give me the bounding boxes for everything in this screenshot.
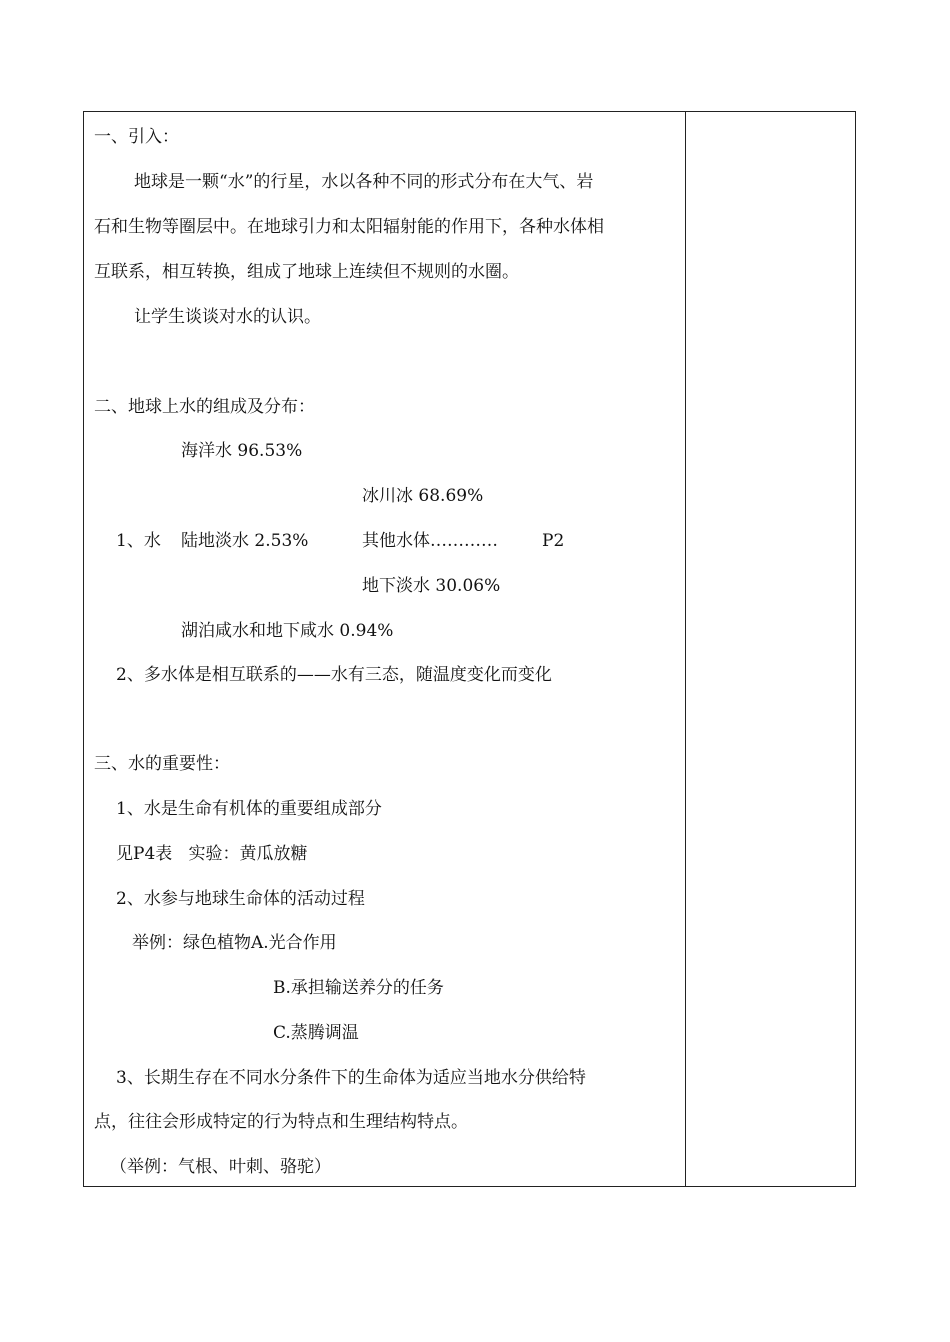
page-ref: P2 xyxy=(542,531,565,551)
section3-example: 举例：绿色植物A.光合作用 xyxy=(132,933,337,953)
other-water: 其他水体………… xyxy=(362,531,498,551)
section3-example2: （举例：气根、叶刺、骆驼） xyxy=(110,1157,331,1177)
section3-item3-line1: 3、长期生存在不同水分条件下的生命体为适应当地水分供给特 xyxy=(116,1068,586,1088)
section3-see: 见P4表 实验：黄瓜放糖 xyxy=(116,844,308,864)
section3-item3-line2: 点，往往会形成特定的行为特点和生理结构特点。 xyxy=(94,1112,468,1132)
section1-para-line2: 石和生物等圈层中。在地球引力和太阳辐射能的作用下，各种水体相 xyxy=(94,217,604,237)
section3-b: B.承担输送养分的任务 xyxy=(273,978,444,998)
section1-prompt: 让学生谈谈对水的认识。 xyxy=(134,307,321,327)
section1-para-line3: 互联系，相互转换，组成了地球上连续但不规则的水圈。 xyxy=(94,262,519,282)
section1-para-line1: 地球是一颗“水”的行星，水以各种不同的形式分布在大气、岩 xyxy=(134,172,594,192)
ocean-water: 海洋水 96.53% xyxy=(181,441,303,461)
land-fresh-water: 陆地淡水 2.53% xyxy=(181,531,309,551)
glacier-ice: 冰川冰 68.69% xyxy=(362,486,484,506)
section3-item2: 2、水参与地球生命体的活动过程 xyxy=(116,889,365,909)
section3-item1: 1、水是生命有机体的重要组成部分 xyxy=(116,799,382,819)
section3-c: C.蒸腾调温 xyxy=(273,1023,359,1043)
section2-item2: 2、多水体是相互联系的——水有三态，随温度变化而变化 xyxy=(116,665,552,685)
column-divider xyxy=(685,112,686,1186)
section3-heading: 三、水的重要性： xyxy=(94,754,230,774)
section2-heading: 二、地球上水的组成及分布： xyxy=(94,397,315,417)
ground-fresh-water: 地下淡水 30.06% xyxy=(362,576,501,596)
item1-label: 1、水 xyxy=(116,531,161,551)
salt-water: 湖泊咸水和地下咸水 0.94% xyxy=(181,621,394,641)
section1-heading: 一、引入： xyxy=(94,127,179,147)
